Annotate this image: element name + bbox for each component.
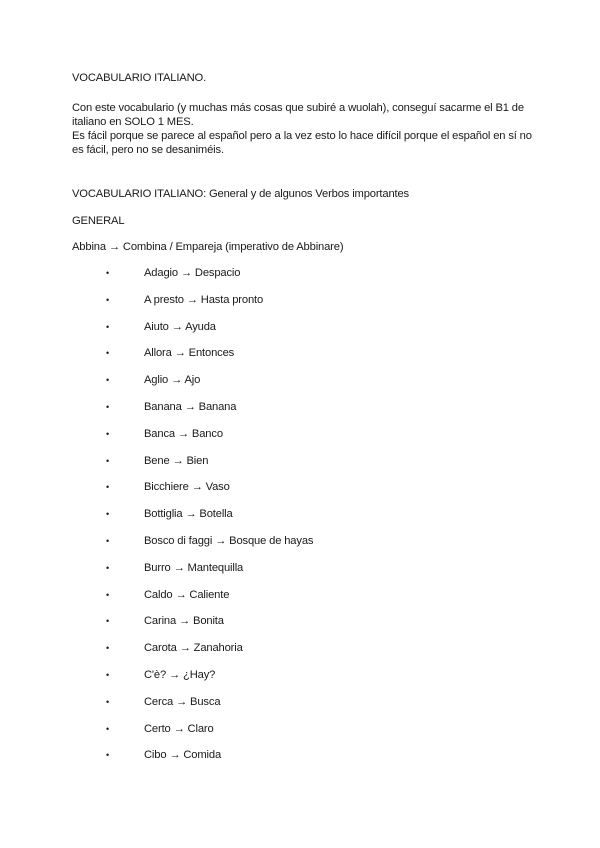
vocab-entry-text: Burro → Mantequilla (144, 561, 244, 574)
bullet-icon: • (106, 294, 110, 305)
vocab-entry (0, 641, 600, 668)
vocab-entry (0, 534, 600, 561)
vocab-entry-text: Aiuto → Ayuda (144, 320, 216, 333)
vocab-entry-text: Banca → Banco (144, 427, 223, 440)
vocab-entry-text: Banana → Banana (144, 400, 237, 413)
bullet-icon: • (106, 482, 110, 493)
vocab-entry (0, 320, 600, 347)
vocab-entry-text: A presto → Hasta pronto (144, 293, 264, 306)
vocab-entry (0, 695, 600, 722)
vocab-entry-text: Adagio → Despacio (144, 267, 241, 279)
vocab-entry (0, 722, 600, 749)
vocab-entry (0, 293, 600, 320)
vocab-entry-text: Carota → Zanahoria (144, 642, 243, 655)
bullet-icon: • (106, 589, 110, 600)
bullet-icon: • (106, 455, 110, 466)
bullet-icon: • (106, 535, 110, 546)
vocab-entry (0, 266, 600, 293)
vocab-entry (0, 588, 600, 615)
bullet-icon: • (106, 723, 110, 734)
bullet-icon: • (106, 348, 110, 359)
bullet-icon: • (106, 375, 110, 386)
vocab-entry (0, 373, 600, 400)
bullet-icon: • (106, 401, 110, 412)
vocab-entry-text: Cibo → Comida (144, 749, 222, 762)
vocab-entry-text: Bosco di faggi → Bosque de hayas (144, 534, 314, 547)
bullet-icon: • (106, 616, 110, 627)
vocab-entry-text: Certo → Claro (144, 722, 214, 735)
vocab-entry-text: Bottiglia → Botella (144, 508, 233, 521)
bullet-icon: • (106, 562, 110, 573)
vocab-list (0, 266, 600, 775)
vocab-entry (0, 614, 600, 641)
vocab-entry (0, 668, 600, 695)
vocab-entry (0, 748, 600, 775)
vocab-entry-text: Bene → Bien (144, 454, 209, 467)
bullet-icon: • (106, 669, 110, 680)
subsection-title: GENERAL (72, 215, 125, 227)
vocab-entry-text: Allora → Entonces (144, 347, 235, 360)
vocab-entry (0, 400, 600, 427)
vocab-entry-text: Carina → Bonita (144, 615, 224, 628)
intro-line-2: Es fácil porque se parece al español pero a la vez esto lo hace difícil porque el español en sí no es fácil, pero no se desaniméis. (72, 130, 532, 156)
section-title: VOCABULARIO ITALIANO: General y de algunos Verbos importantes (72, 188, 409, 200)
vocab-entry (0, 427, 600, 454)
vocab-entry (0, 480, 600, 507)
vocab-entry (0, 454, 600, 481)
intro-line-1: Con este vocabulario (y muchas más cosas que subiré a wuolah), conseguí sacarme el B1 de italiano en SOLO 1 MES. (72, 102, 524, 128)
bullet-icon: • (106, 750, 110, 761)
bullet-icon: • (106, 509, 110, 520)
vocab-entry-text: Bicchiere → Vaso (144, 481, 230, 494)
vocab-entry-text: C'è? → ¿Hay? (144, 668, 216, 681)
vocab-entry (0, 507, 600, 534)
first-vocab-entry: Abbina → Combina / Empareja (imperativo de Abbinare) (72, 241, 344, 253)
bullet-icon: • (106, 321, 110, 332)
vocab-entry-text: Cerca → Busca (144, 695, 221, 708)
bullet-icon: • (106, 428, 110, 439)
vocab-entry (0, 561, 600, 588)
document-title: VOCABULARIO ITALIANO. (72, 72, 207, 84)
vocab-entry-text: Caldo → Caliente (144, 588, 230, 601)
bullet-icon: • (106, 643, 110, 654)
bullet-icon: • (106, 696, 110, 707)
vocab-entry (0, 346, 600, 373)
vocab-entry-text: Aglio → Ajo (144, 374, 201, 387)
bullet-icon: • (106, 268, 110, 278)
intro-paragraph (72, 101, 542, 157)
